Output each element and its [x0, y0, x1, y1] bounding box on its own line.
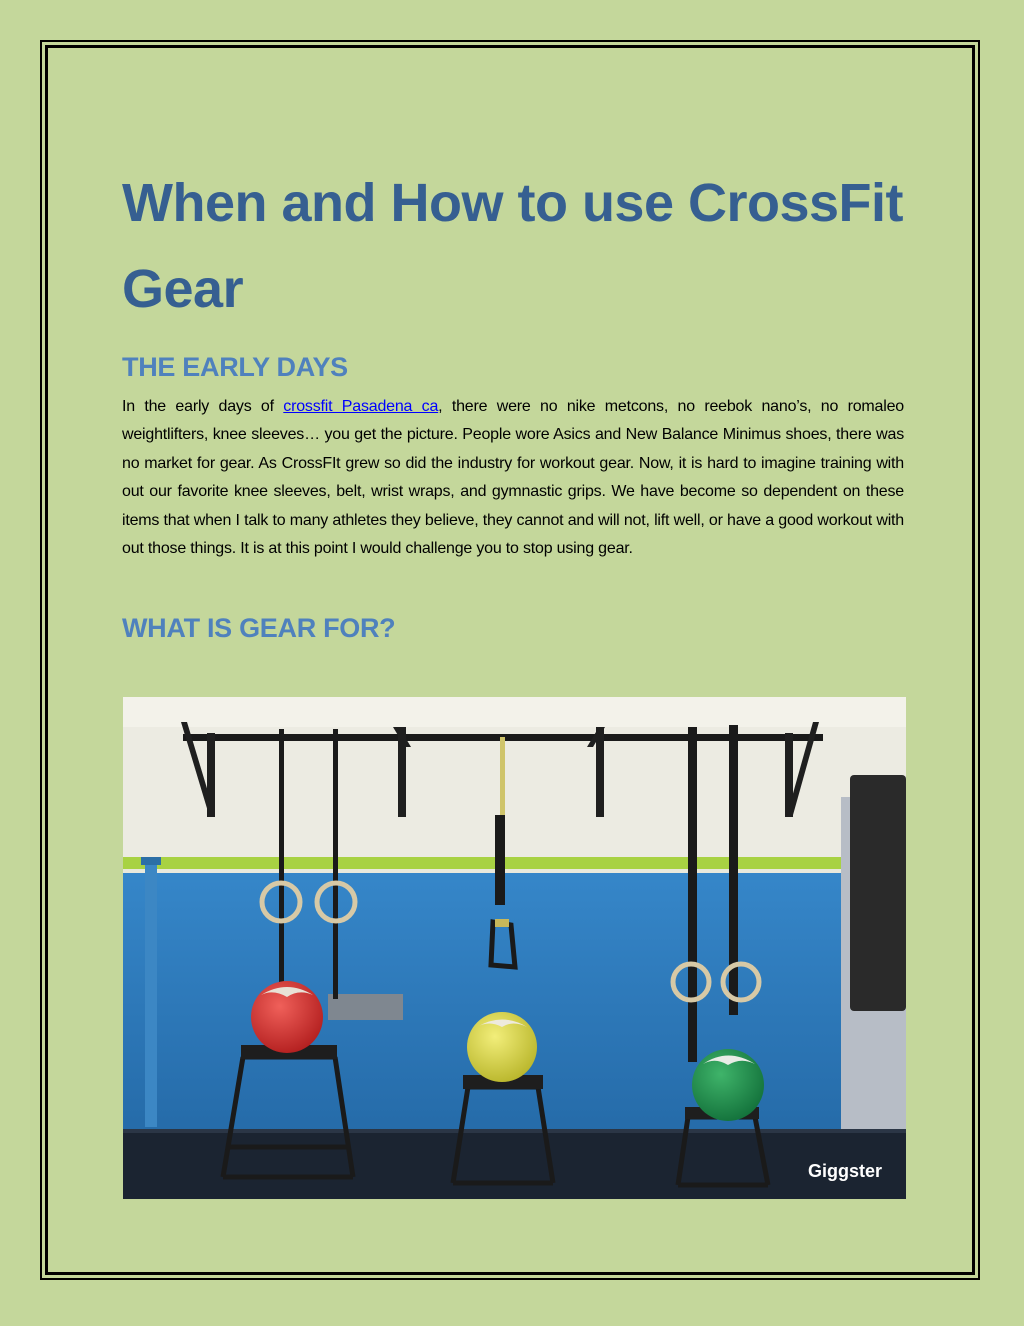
document-title: When and How to use CrossFit Gear: [122, 173, 904, 319]
early-days-paragraph: [122, 393, 904, 563]
section-heading-early-days: THE EARLY DAYS: [122, 352, 348, 382]
paragraph-intro-text: In the early days of: [122, 398, 284, 415]
crossfit-pasadena-link[interactable]: crossfit Pasadena ca: [283, 398, 439, 415]
section-heading-what-is-gear: WHAT IS GEAR FOR?: [122, 613, 396, 643]
paragraph-body-text: , there were no nike metcons, no reebok nano’s, no romaleo weightlifters, knee sleeves… you get the picture. People wore Asics and New Balance Minimus shoes, there was no market for gear. As CrossFIt grew so did the industry for workout gear. Now, it is hard to imagine training with out our favorite knee sleeves, belt, wrist wraps, and gymnastic grips. We have become so dependent on these items that when I talk to many athletes they believe, they cannot and will not, lift well, or have a good workout with out those things. It is at this point I would challenge you to stop using gear.: [122, 398, 905, 558]
photo-watermark: Giggster: [808, 1161, 883, 1181]
gym-equipment-photo: [123, 697, 906, 1199]
